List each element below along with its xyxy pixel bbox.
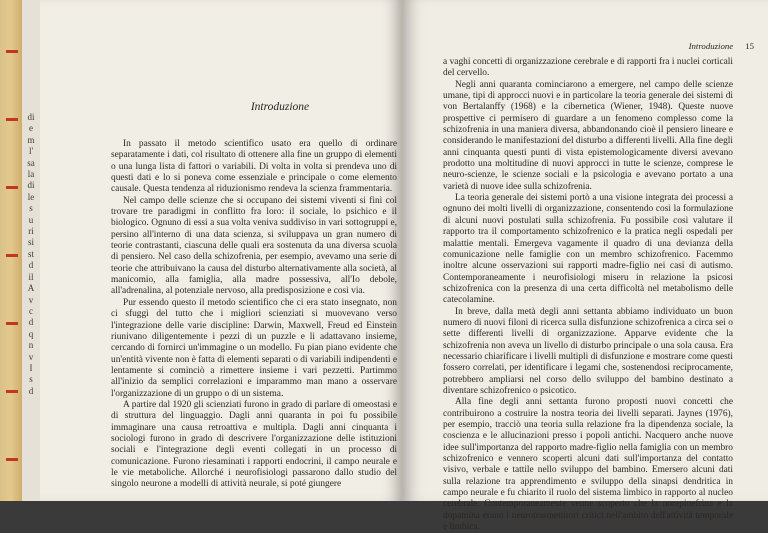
paragraph: In breve, dalla metà degli anni settanta abbiamo individuato un buon numero di nuovi filoni di ricerca sulla disfunzione schizofrenica a circa sei o sette differenti livelli di organizzazione. Apparve evidente che la schizofrenia non aveva un livello di disturbo principale o una sola causa. Era necessario chiarificare i livelli multipli di disfunzione e mostrare come questi fossero correlati, per identificare i legami che, sostenendosi reciprocamente, potrebbero ampliarsi nel corso dello sviluppo del bambino destinato a diventare schizofrenico o psicotico. xyxy=(443,306,734,396)
left-page xyxy=(40,0,402,501)
edge-letter: la xyxy=(27,169,35,180)
page-number: 15 xyxy=(745,41,754,51)
paragraph: La teoria generale dei sistemi portò a una visione integrata dei processi a ognuno dei molti livelli di organizzazione, consentendo così la formulazione di alcuni nuovi postulati sulla schizofrenia. Fu possibile così valutare il rapporto tra il comportamento schizofrenico e la pratica negli ospedali per malattie mentali. Emergeva vagamente il quadro di una devianza della comunicazione nelle famiglie con un membro schizofrenico. Facemmo inoltre alcune osservazioni sui rapporti madre-figlio nei casi di autismo. Contemporaneamente i neurofisiologi miseru in relazione la psicosi schizofrenica con la presenza di una certa difficoltà nel metabolismo delle catecolamine. xyxy=(443,193,733,306)
edge-letter: m xyxy=(27,134,35,145)
edge-letter: sa xyxy=(27,157,35,168)
red-mark xyxy=(6,254,18,257)
edge-letter: le xyxy=(27,191,35,202)
edge-letter: v xyxy=(28,294,34,305)
red-mark xyxy=(6,322,18,325)
edge-letter: il xyxy=(28,271,34,282)
red-mark xyxy=(6,50,18,53)
running-head-title: Introduzione xyxy=(688,41,734,51)
paragraph: Pur essendo questo il metodo scientifico che ci era stato insegnato, non ci sfuggì del tutto che i migliori scienziati si muovevano verso l'integrazione delle varie discipline: Darwin, Maxwell, Freud ed Einstein riunivano diligentemente i pezzi di un puzzle e li adattavano insieme, cercando di fornirci un'immagine o un modello. Fu pian piano evidente che un'entità vivente non è fatta di elementi separati o di variabili indipendenti e lentamente si cominciò a rimettere insieme i vari pezzetti. Partimmo all'inizio da semplici correlazioni e imparammo man mano a osservare l'organizzazione di un gruppo o di un sistema. xyxy=(111,297,397,399)
paragraph: In passato il metodo scientifico usato era quello di ordinare separatamente i dati, col risultato di ottenere alla fine un gruppo di elementi o una lunga lista di fattori o variabili. Di volta in volta si prendeva uno di questi dati e lo si poneva come essenziale e principale o come elemento causale. Questa tendenza al riduzionismo rendeva la scienza frammentaria. xyxy=(111,139,397,195)
previous-page-edge xyxy=(0,0,41,501)
edge-letter: A xyxy=(27,283,35,294)
chapter-heading: Introduzione xyxy=(250,101,310,113)
red-mark xyxy=(6,390,18,393)
edge-letter: s xyxy=(29,374,33,385)
red-mark xyxy=(6,458,18,461)
red-mark xyxy=(6,118,18,121)
right-page xyxy=(404,0,768,533)
paragraph: Alla fine degli anni settanta furono proposti nuovi concetti che contribuirono a costruire la nostra teoria dei livelli separati. Jaynes (1976), per esempio, tracciò una teoria sulla relazione fra la dipendenza sociale, la coscienza e le allucinazioni presso i popoli antichi. Nacquero anche nuove idee sull'importanza del rapporto madre-figlio nella famiglia con un membro schizofrenico e vennero scoperti alcuni dati sull'importanza del contatto visivo, verbale e tattile nello sviluppo del bambino. Emersero alcuni dati sulla relazione tra apprendimento e sviluppo della sinapsi dendritica in campo neurale e fu chiarito il ruolo del sistema limbico in rapporto al nucleo cerebrale. Contemporaneamente venne scoperto che la norepinefrina e la dopamina erano i neurotrasmettitori critici nell'ambito dell'attività temporale e limbica. xyxy=(443,397,733,533)
edge-letter: d xyxy=(28,260,34,271)
edge-letter: di xyxy=(27,180,35,191)
edge-letter: v xyxy=(28,351,34,362)
edge-letter: u xyxy=(28,214,34,225)
left-text-column xyxy=(111,139,397,491)
edge-letter: q xyxy=(28,328,34,339)
red-mark xyxy=(6,186,18,189)
edge-letter: l' xyxy=(28,146,34,157)
edge-letter: I xyxy=(29,362,33,373)
paragraph: Negli anni quaranta cominciarono a emergere, nel campo delle scienze umane, tipi di approcci nuovi e in particolare la teoria generale dei sistemi di von Bertalanffy (1968) e la cibernetica (Wiener, 1948). Queste nuove prospettive ci permisero di guardare a un fenomeno complesso come la schizofrenia in una maniera diversa, abbandonando cioè il pensiero lineare e considerando le manifestazioni del disturbo a differenti livelli. Alla fine degli anni cinquanta questi punti di vista epistemologicamente diversi avevano prodotto una moltitudine di nuovi approcci in tutte le scienze, comprese le neuro-scienze, le scienze sociali e la psicologia e avevano portato a una varietà di nuove idee sulla schizofrenia. xyxy=(443,79,733,192)
paragraph: Nel campo delle scienze che si occupano dei sistemi viventi si finì col trovare tre paradigmi in conflitto fra loro: il sociale, lo psichico e il biologico. Ognuno di essi a sua volta veniva suddiviso in vari sottogruppi e, persino all'interno di una data scienza, si sviluppava un gran numero di teorie contrastanti, ciascuna delle quali era sostenuta da una diversa scuola di pensiero. Nel caso della schizofrenia, per esempio, avevamo una serie di teorie che attribuivano la causa del disturbo alternativamente alla società, al manicomio, alla famiglia, alla madre possessiva, all'Io debole, all'adrenalina, al potenziale nervoso, alla predisposizione e così via. xyxy=(111,195,397,297)
paragraph: a vaghi concetti di organizzazione cerebrale e di rapporti fra i nuclei corticali del cervello. xyxy=(443,57,733,79)
edge-letter: st xyxy=(27,248,34,259)
edge-letter: d xyxy=(28,317,34,328)
edge-letter: s xyxy=(29,203,33,214)
edge-letter: n xyxy=(28,340,34,351)
edge-letter: e xyxy=(29,123,33,134)
edge-letter: di xyxy=(27,112,35,122)
right-text-column xyxy=(443,57,733,533)
edge-letter: c xyxy=(29,305,33,316)
edge-letter: ri xyxy=(28,226,34,237)
bookmark-strip xyxy=(0,0,22,501)
running-head xyxy=(624,41,754,51)
edge-letter: si xyxy=(27,237,34,248)
paragraph: A partire dal 1920 gli scienziati furono in grado di parlare di omeostasi e di struttura del linguaggio. Dagli anni quaranta in poi fu possibile immaginare una causa retroattiva e multipla. Dagli anni cinquanta i sociologi furono in grado di descrivere l'organizzazione delle istituzioni sociali e l'integrazione degli eventi collegati in un processo di comunicazione. Furono riesaminati i rapporti endocrini, il campo neurale e le vie metaboliche. Allorché i neurofisiologi passarono dallo studio del singolo neurone a modelli di attività neurale, si poté giungere xyxy=(111,399,397,490)
edge-letter: d xyxy=(28,385,34,396)
page-edge-text xyxy=(24,112,38,397)
